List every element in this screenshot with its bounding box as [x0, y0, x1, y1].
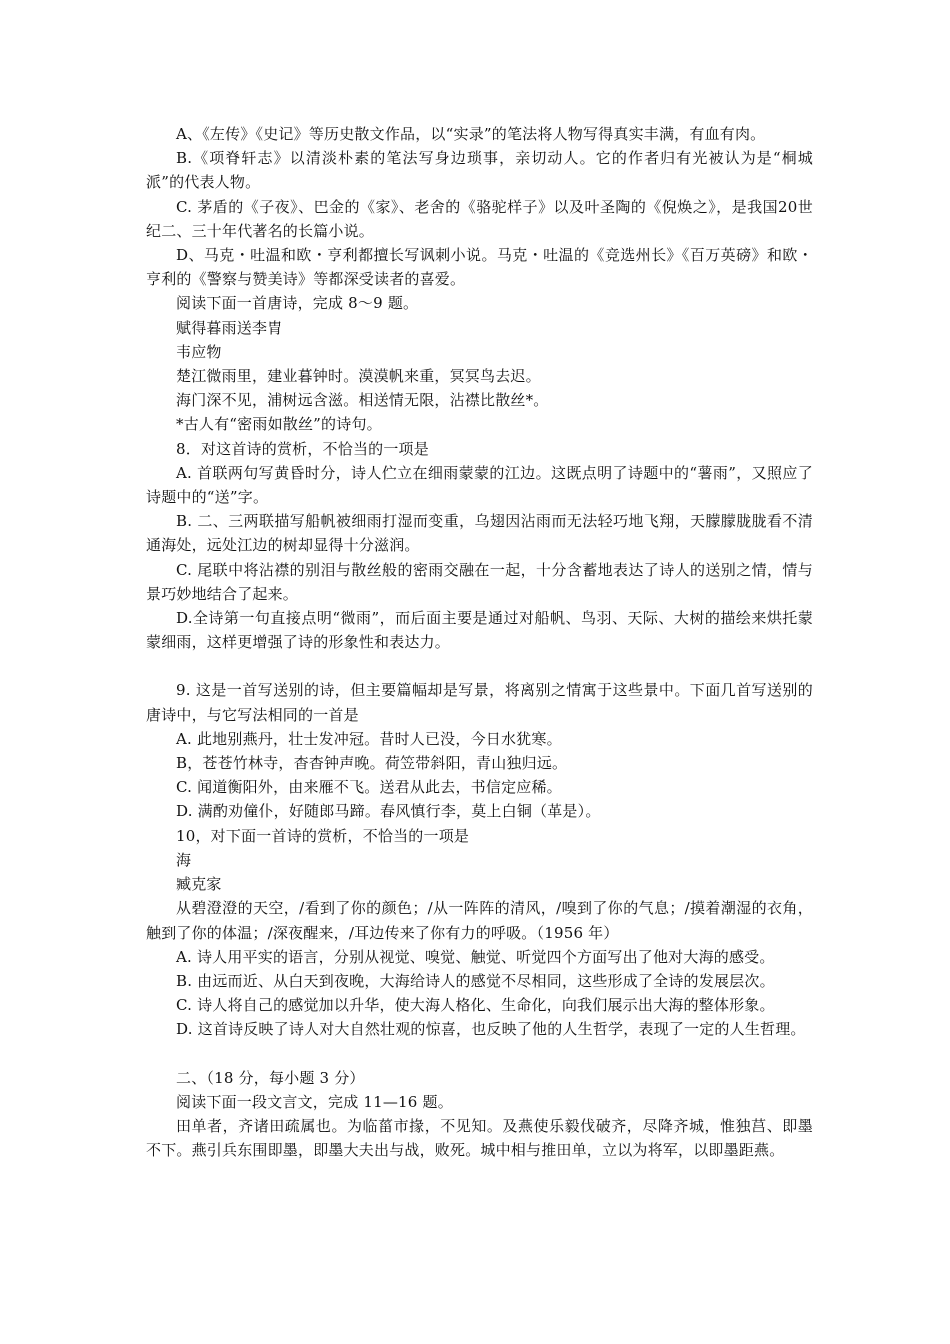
- question-9-option-d: D. 满酌劝僮仆，好随郎马蹄。春风慎行李，莫上白铜（革是）。: [176, 802, 601, 821]
- option-a-historical-prose: A、《左传》《史记》等历史散文作品，以“实录”的笔法将人物写得真实丰满，有血有肉。: [176, 125, 766, 143]
- question-10-option-d: D. 这首诗反映了诗人对大自然壮观的惊喜，也反映了他的人生哲学，表现了一定的人生哲理。: [176, 1020, 806, 1039]
- question-8: 8．对这首诗的赏析，不恰当的一项是: [176, 439, 429, 458]
- question-9: 9. 这是一首写送别的诗，但主要篇幅却是写景，将离别之情寓于这些景中。下面几首写送别的唐诗中，与它写法相同的一首是: [146, 681, 813, 724]
- reading-instruction-11-16: 阅读下面一段文言文，完成 11—16 题。: [176, 1092, 453, 1111]
- poem-title: 赋得暮雨送李胄: [176, 318, 283, 337]
- question-10-option-a: A. 诗人用平实的语言，分别从视觉、嗅觉、触觉、听觉四个方面写出了他对大海的感受。: [176, 947, 775, 966]
- question-8-option-d: D.全诗第一句直接点明“微雨”，而后面主要是通过对船帆、鸟羽、天际、大树的描绘来烘托蒙蒙细雨，这样更增强了诗的形象性和表达力。: [146, 609, 813, 652]
- reading-instruction-8-9: 阅读下面一首唐诗，完成 8～9 题。: [176, 294, 419, 313]
- poem-author: 韦应物: [176, 342, 222, 361]
- question-10-option-c: C. 诗人将自己的感觉加以升华，使大海人格化、生命化，向我们展示出大海的整体形象。: [176, 996, 775, 1015]
- question-9-option-a: A. 此地别燕丹，壮士发冲冠。昔时人已没，今日水犹寒。: [176, 729, 562, 748]
- question-10: 10，对下面一首诗的赏析，不恰当的一项是: [176, 826, 470, 845]
- poem-line-1: 楚江微雨里，建业暮钟时。漠漠帆来重，冥冥鸟去迟。: [176, 367, 541, 386]
- question-10-option-b: B. 由远而近、从白天到夜晚，大海给诗人的感觉不尽相同，这些形成了全诗的发展层次。: [176, 971, 775, 990]
- poem-2-author: 臧克家: [176, 875, 222, 894]
- question-8-option-b: B. 二、三两联描写船帆被细雨打湿而变重，乌翅因沾雨而无法轻巧地飞翔，天朦朦胧胧看不清通海处，远处江边的树却显得十分滋润。: [146, 512, 813, 555]
- question-8-option-c: C. 尾联中将沾襟的别泪与散丝般的密雨交融在一起，十分含蓄地表达了诗人的送别之情，情与景巧妙地结合了起来。: [146, 560, 813, 603]
- poem-2-text: 从碧澄澄的天空，/看到了你的颜色；/从一阵阵的清风，/嗅到了你的气息；/摸着潮湿的衣角，触到了你的体温；/深夜醒来，/耳边传来了你有力的呼吸。（1956 年）: [146, 899, 813, 942]
- option-b-xiangjixuanzhi: B.《项脊轩志》以清淡朴素的笔法写身边琐事，亲切动人。它的作者归有光被认为是“桐城派”的代表人物。: [146, 149, 813, 192]
- blank-line: [146, 1042, 813, 1066]
- classical-passage: 田单者，齐诸田疏属也。为临菑市掾，不见知。及燕使乐毅伐破齐，尽降齐城，惟独莒、即墨不下。燕引兵东围即墨，即墨大夫出与战，败死。城中相与推田单，立以为将军，以即墨距燕。: [146, 1116, 813, 1160]
- question-9-option-c: C. 闻道衡阳外，由来雁不飞。送君从此去，书信定应稀。: [176, 778, 562, 797]
- question-8-option-a: A. 首联两句写黄昏时分，诗人伫立在细雨蒙蒙的江边。这既点明了诗题中的“薯雨”，又照应了诗题中的“送”字。: [146, 463, 813, 507]
- blank-line: [146, 654, 813, 678]
- poem-2-title: 海: [176, 850, 192, 869]
- poem-footnote: *古人有“密雨如散丝”的诗句。: [176, 415, 382, 434]
- document-page: [146, 122, 813, 1162]
- section-2-heading: 二、（18 分，每小题 3 分）: [176, 1068, 365, 1087]
- poem-line-2: 海门深不见，浦树远含滋。相送情无限，沾襟比散丝*。: [176, 391, 549, 410]
- option-d-satire: D、马克・吐温和欧・亨利都擅长写讽刺小说。马克・吐温的《竞选州长》《百万英磅》和欧・亨利的《警察与赞美诗》等都深受读者的喜爱。: [146, 246, 813, 289]
- question-9-option-b: B，苍苍竹林寺，杳杳钟声晚。荷笠带斜阳，青山独归远。: [176, 754, 568, 773]
- option-c-novels: C. 茅盾的《子夜》、巴金的《家》、老舍的《骆驼样子》以及叶圣陶的《倪焕之》，是我国20世纪二、三十年代著名的长篇小说。: [146, 197, 813, 240]
